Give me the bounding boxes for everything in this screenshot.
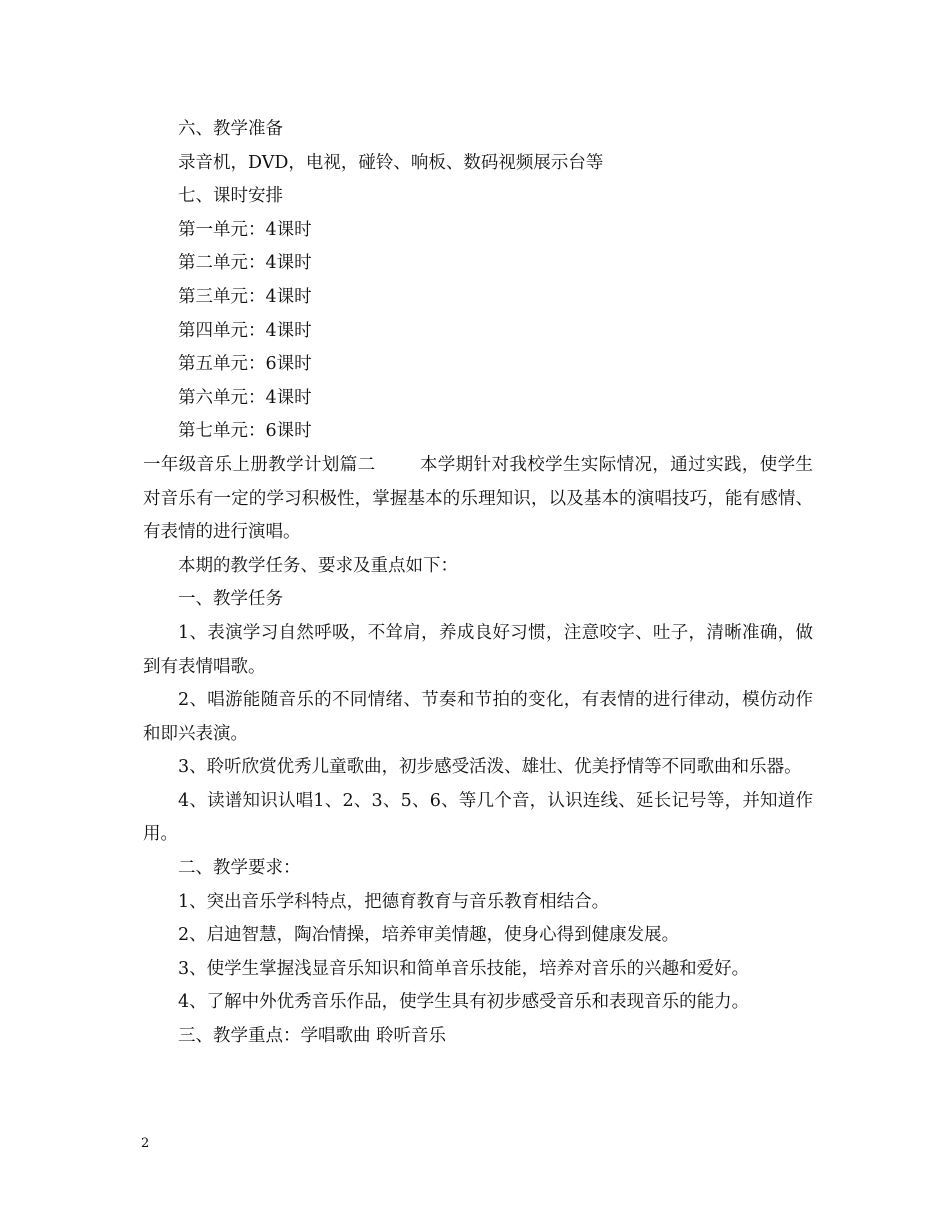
tasks-intro: 本期的教学任务、要求及重点如下： [178, 555, 458, 576]
prep-equipment: 录音机，DVD，电视，碰铃、响板、数码视频展示台等 [178, 152, 604, 173]
task-item-1: 1、表演学习自然呼吸，不耸肩，养成良好习惯，注意咬字、吐子，清晰准确，做到有表情唱歌。 [143, 622, 813, 677]
unit-hours-3: 第三单元：4课时 [178, 286, 312, 307]
task-item-4: 4、读谱知识认唱1、2、3、5、6、等几个音，认识连线、延长记号等，并知道作用。 [143, 790, 813, 845]
requirement-item-2: 2、启迪智慧，陶冶情操，培养审美情趣，使身心得到健康发展。 [178, 925, 680, 946]
plan-two-intro: 本学期针对我校学生实际情况，通过实践，使学生对音乐有一定的学习积极性，掌握基本的乐理知识，以及基本的演唱技巧，能有感情、有表情的进行演唱。 [143, 454, 813, 543]
unit-hours-5: 第五单元：6课时 [178, 354, 312, 375]
unit-hours-7: 第七单元：6课时 [178, 421, 312, 442]
plan-two-intro-paragraph [143, 449, 813, 550]
requirement-item-4: 4、了解中外优秀音乐作品，使学生具有初步感受音乐和表现音乐的能力。 [178, 992, 750, 1013]
unit-hours-2: 第二单元：4课时 [178, 253, 312, 274]
task-item-2: 2、唱游能随音乐的不同情绪、节奏和节拍的变化，有表情的进行律动，模仿动作和即兴表演。 [143, 690, 813, 744]
unit-hours-4: 第四单元：4课时 [178, 320, 312, 341]
section-heading-prep: 六、教学准备 [178, 119, 283, 139]
unit-hours-6: 第六单元：4课时 [178, 387, 312, 408]
plan-two-title: 一年级音乐上册教学计划篇二 [143, 454, 376, 475]
page-number: 2 [141, 1136, 150, 1151]
focus-heading: 三、教学重点：学唱歌曲 聆听音乐 [178, 1026, 447, 1047]
section-heading-schedule: 七、课时安排 [178, 186, 283, 207]
task-item-3: 3、聆听欣赏优秀儿童歌曲，初步感受活泼、雄壮、优美抒情等不同歌曲和乐器。 [178, 757, 802, 778]
requirement-item-1: 1、突出音乐学科特点，把德育教育与音乐教育相结合。 [178, 891, 610, 912]
unit-hours-1: 第一单元：4课时 [178, 219, 312, 240]
page-body [143, 113, 813, 1054]
tasks-heading: 一、教学任务 [178, 589, 283, 610]
requirement-item-3: 3、使学生掌握浅显音乐知识和简单音乐技能，培养对音乐的兴趣和爱好。 [178, 958, 750, 979]
requirements-heading: 二、教学要求： [178, 858, 301, 879]
